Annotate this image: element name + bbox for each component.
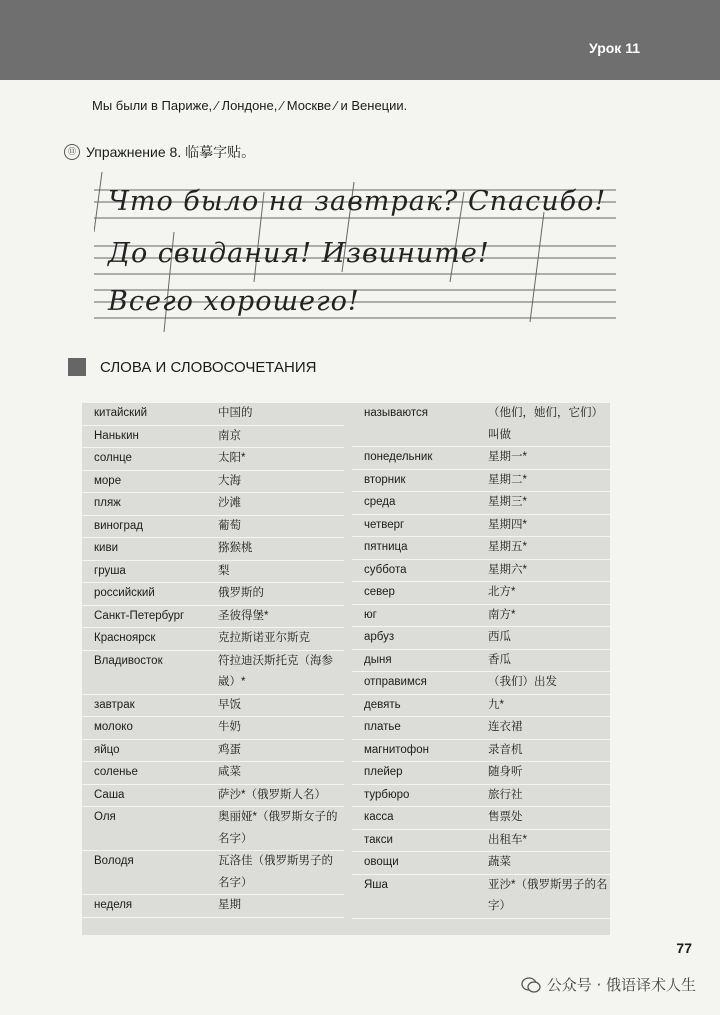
vocab-chinese: 星期 (218, 899, 241, 911)
vocab-russian: арбуз (364, 631, 395, 643)
vocab-row (352, 672, 610, 695)
vocab-chinese: 葡萄 (218, 519, 241, 532)
vocab-russian: овощи (364, 856, 399, 868)
exercise-number-icon: ⑪ (64, 144, 80, 160)
exercise-title: Упражнение 8. 临摹字贴。 (86, 144, 256, 160)
vocab-row (82, 695, 344, 718)
vocab-chinese: 连衣裙 (488, 721, 523, 733)
vocab-row (352, 807, 610, 830)
vocab-russian: суббота (364, 563, 407, 576)
vocab-chinese: 出租车* (488, 833, 527, 846)
vocab-chinese: 中国的 (218, 407, 253, 419)
vocab-row (82, 448, 344, 471)
vocab-row (82, 785, 344, 808)
vocab-russian: пятница (364, 541, 408, 553)
vocab-russian: Яша (364, 878, 388, 891)
vocab-row (82, 403, 344, 426)
vocab-chinese: 大海 (218, 474, 241, 487)
vocabulary-table (82, 403, 610, 935)
vocab-chinese: 南京 (218, 429, 241, 442)
section-title: СЛОВА И СЛОВОСОЧЕТАНИЯ (100, 358, 317, 376)
vocab-russian: пляж (94, 497, 121, 509)
vocab-row (82, 895, 344, 918)
vocab-russian: плейер (364, 766, 403, 778)
vocab-russian: Красноярск (94, 632, 156, 644)
vocab-row (352, 762, 610, 785)
vocab-chinese: 俄罗斯的 (218, 587, 264, 599)
vocab-russian: соленье (94, 766, 138, 778)
vocab-russian: Владивосток (94, 654, 163, 667)
vocab-chinese: 鸡蛋 (218, 743, 241, 756)
vocab-chinese: 奥丽娅*（俄罗斯女子的名字） (218, 811, 338, 845)
vocab-russian: понедельник (364, 451, 433, 463)
vocab-chinese: 牛奶 (218, 721, 241, 733)
vocab-russian: платье (364, 721, 401, 733)
vocab-russian: север (364, 586, 395, 598)
vocab-russian: Санкт-Петербург (94, 609, 185, 622)
vocab-russian: отправимся (364, 676, 427, 688)
vocab-chinese: 蔬菜 (488, 856, 511, 868)
vocab-russian: российский (94, 587, 155, 599)
vocab-chinese: 旅行社 (488, 788, 523, 801)
vocab-russian: юг (364, 608, 377, 621)
vocab-row (82, 762, 344, 785)
vocab-russian: яйцо (94, 743, 120, 756)
vocab-russian: называются (364, 407, 429, 419)
vocab-row (352, 650, 610, 673)
vocab-row (82, 583, 344, 606)
vocab-chinese: 星期一* (488, 451, 527, 463)
vocab-row (82, 628, 344, 651)
header-bar (0, 0, 720, 80)
vocab-chinese: 香瓜 (488, 653, 511, 666)
vocab-chinese: 梨 (218, 564, 230, 577)
vocab-chinese: 南方* (488, 608, 516, 621)
vocab-chinese: 西瓜 (488, 631, 511, 643)
vocab-row (82, 426, 344, 449)
vocab-chinese: 克拉斯诺亚尔斯克 (218, 632, 310, 644)
vocab-chinese: 星期六* (488, 563, 527, 576)
vocab-row (82, 471, 344, 494)
vocab-russian: девять (364, 698, 401, 711)
handwriting-line-3: Всего хорошего! (108, 286, 360, 317)
vocab-russian: Оля (94, 811, 116, 823)
vocab-chinese: （我们）出发 (488, 676, 557, 688)
vocab-russian: такси (364, 833, 393, 846)
vocab-russian: завтрак (94, 698, 135, 711)
vocab-chinese: 录音机 (488, 743, 523, 756)
vocab-russian: молоко (94, 721, 133, 733)
vocab-row (352, 537, 610, 560)
vocab-row (82, 807, 344, 851)
example-sentence: Мы были в Париже, ⁄ Лондоне, ⁄ Москве ⁄ и Венеции. (92, 98, 408, 113)
vocab-russian: море (94, 474, 122, 487)
vocab-row (82, 651, 344, 695)
vocab-row (352, 875, 610, 919)
vocab-chinese: 星期二* (488, 473, 527, 486)
vocab-russian: груша (94, 564, 126, 577)
page-number: 77 (676, 940, 692, 956)
section-heading (68, 358, 316, 376)
vocab-row (82, 538, 344, 561)
vocab-row (352, 492, 610, 515)
vocab-row (352, 717, 610, 740)
vocab-row (352, 403, 610, 447)
vocab-chinese: （他们，她们，它们）叫做 (488, 407, 603, 441)
vocab-row (352, 830, 610, 853)
vocab-row (82, 606, 344, 629)
vocab-chinese: 售票处 (488, 811, 523, 823)
vocab-chinese: 咸菜 (218, 766, 241, 778)
vocab-row (352, 582, 610, 605)
vocab-row (352, 627, 610, 650)
vocab-row (82, 493, 344, 516)
vocab-row (352, 740, 610, 763)
vocab-row (352, 785, 610, 808)
vocab-chinese: 星期五* (488, 541, 527, 553)
vocab-row (82, 516, 344, 539)
handwriting-line-2: До свидания! Извините! (108, 238, 490, 269)
wechat-icon (521, 977, 541, 993)
vocab-row (82, 740, 344, 763)
vocab-russian: среда (364, 496, 396, 508)
vocab-chinese: 猕猴桃 (218, 542, 253, 554)
vocab-chinese: 北方* (488, 586, 516, 598)
vocab-chinese: 沙滩 (218, 497, 241, 509)
vocab-row (82, 717, 344, 740)
vocab-chinese: 随身听 (488, 766, 523, 778)
vocab-russian: вторник (364, 473, 406, 486)
exercise-heading (64, 142, 255, 162)
vocab-chinese: 早饭 (218, 698, 241, 711)
vocab-chinese: 符拉迪沃斯托克（海参崴）* (218, 654, 333, 688)
lesson-title: Урок 11 (589, 40, 640, 56)
vocab-chinese: 星期四* (488, 518, 527, 531)
vocab-chinese: 瓦洛佳（俄罗斯男子的名字） (218, 855, 333, 889)
vocab-chinese: 九* (488, 698, 504, 711)
section-square-icon (68, 358, 86, 376)
vocab-chinese: 太阳* (218, 452, 246, 464)
vocab-russian: киви (94, 542, 118, 554)
vocabulary-column-right (352, 403, 610, 919)
vocab-row (352, 852, 610, 875)
vocab-russian: неделя (94, 899, 133, 911)
watermark-text: 公众号 · 俄语译术人生 (546, 976, 696, 994)
vocab-row (352, 470, 610, 493)
vocab-row (352, 447, 610, 470)
vocab-chinese: 亚沙*（俄罗斯男子的名字） (488, 878, 608, 912)
vocab-russian: виноград (94, 519, 143, 532)
vocab-russian: солнце (94, 452, 132, 464)
vocab-row (352, 605, 610, 628)
vocab-russian: Саша (94, 788, 125, 801)
vocab-russian: четверг (364, 518, 405, 531)
vocab-russian: касса (364, 811, 394, 823)
watermark (521, 974, 696, 995)
vocab-chinese: 星期三* (488, 496, 527, 508)
vocab-russian: дыня (364, 653, 392, 666)
vocab-row (82, 561, 344, 584)
vocab-chinese: 萨沙*（俄罗斯人名） (218, 788, 326, 801)
handwriting-practice (94, 172, 616, 332)
vocab-row (352, 695, 610, 718)
vocabulary-column-left (82, 403, 344, 918)
vocab-chinese: 圣彼得堡* (218, 609, 269, 622)
vocab-russian: китайский (94, 407, 148, 419)
vocab-russian: магнитофон (364, 743, 430, 756)
vocab-row (82, 851, 344, 895)
vocab-row (352, 515, 610, 538)
vocab-russian: Нанькин (94, 429, 139, 442)
vocab-russian: турбюро (364, 788, 410, 801)
vocab-row (352, 560, 610, 583)
handwriting-line-1: Что было на завтрак? Спасибо! (108, 186, 607, 217)
vocab-russian: Володя (94, 855, 134, 867)
